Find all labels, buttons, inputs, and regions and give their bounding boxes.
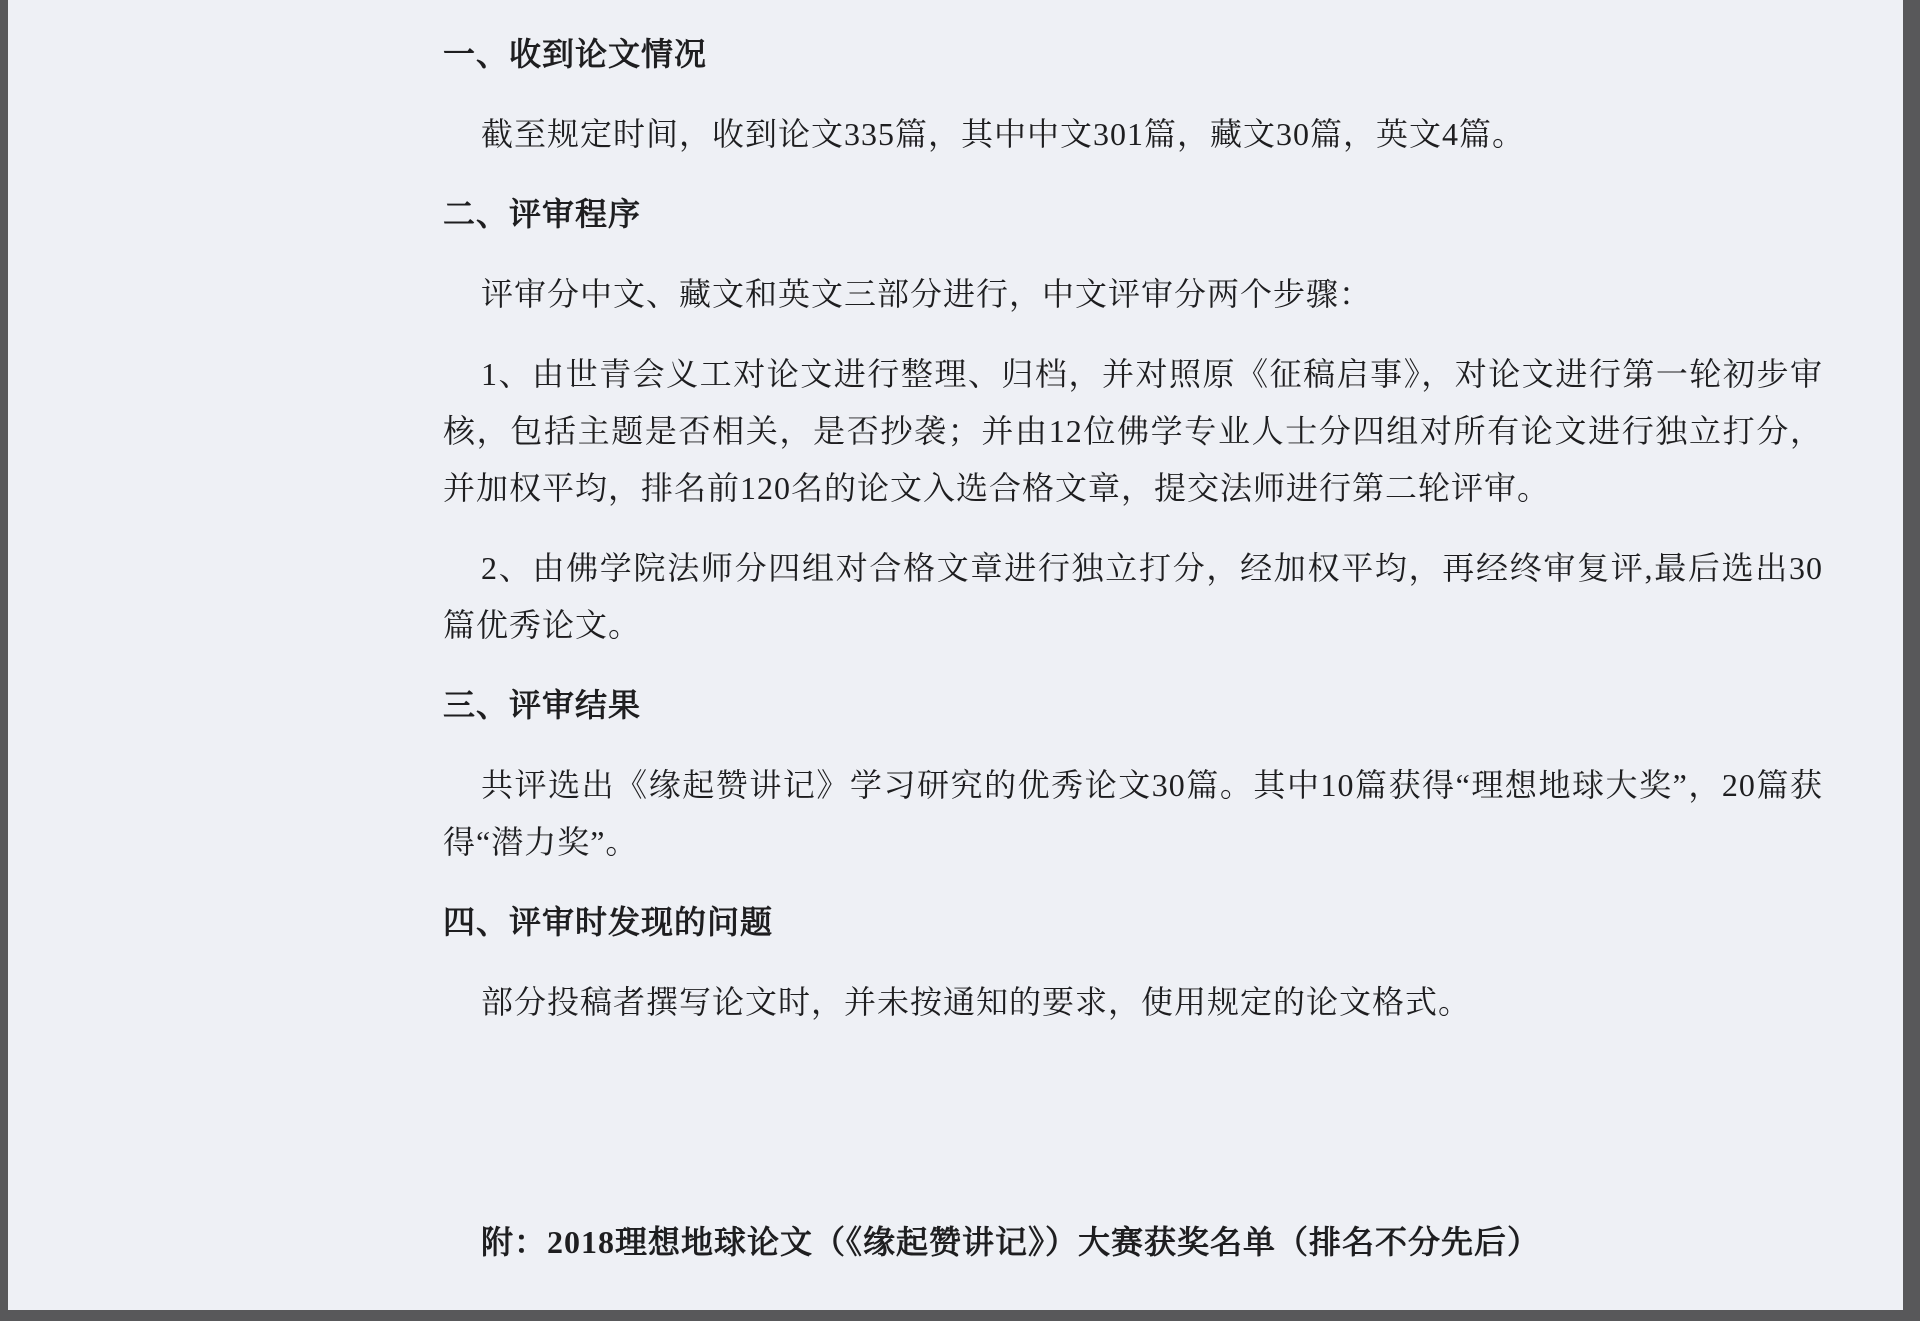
body-paragraph: 部分投稿者撰写论文时，并未按通知的要求，使用规定的论文格式。 [481,984,1472,1020]
section-heading: 二、评审程序 [443,196,642,232]
section-heading: 三、评审结果 [443,687,642,723]
body-paragraph: 共评选出《缘起赞讲记》学习研究的优秀论文30篇。其中10篇获得“理想地球大奖”，20篇获得“潜力奖”。 [443,767,1823,860]
document-body [443,26,1823,1294]
window-edge-right [1903,0,1920,1321]
window-edge-left [0,0,8,1321]
body-paragraph: 2、由佛学院法师分四组对合格文章进行独立打分，经加权平均，再经终审复评,最后选出30篇优秀论文。 [443,550,1823,643]
attachment-heading: 附：2018理想地球论文（《缘起赞讲记》）大赛获奖名单（排名不分先后） [481,1224,1541,1260]
window-edge-bottom [0,1310,1920,1321]
body-paragraph: 评审分中文、藏文和英文三部分进行，中文评审分两个步骤： [481,276,1373,312]
body-paragraph: 截至规定时间，收到论文335篇，其中中文301篇，藏文30篇，英文4篇。 [481,116,1526,152]
section-heading: 一、收到论文情况 [443,36,708,72]
body-paragraph: 1、由世青会义工对论文进行整理、归档，并对照原《征稿启事》，对论文进行第一轮初步审核，包括主题是否相关，是否抄袭；并由12位佛学专业人士分四组对所有论文进行独立打分，并加权平均，排名前120名的论文入选合格文章，提交法师进行第二轮评审。 [443,356,1823,506]
section-heading: 四、评审时发现的问题 [443,904,774,940]
